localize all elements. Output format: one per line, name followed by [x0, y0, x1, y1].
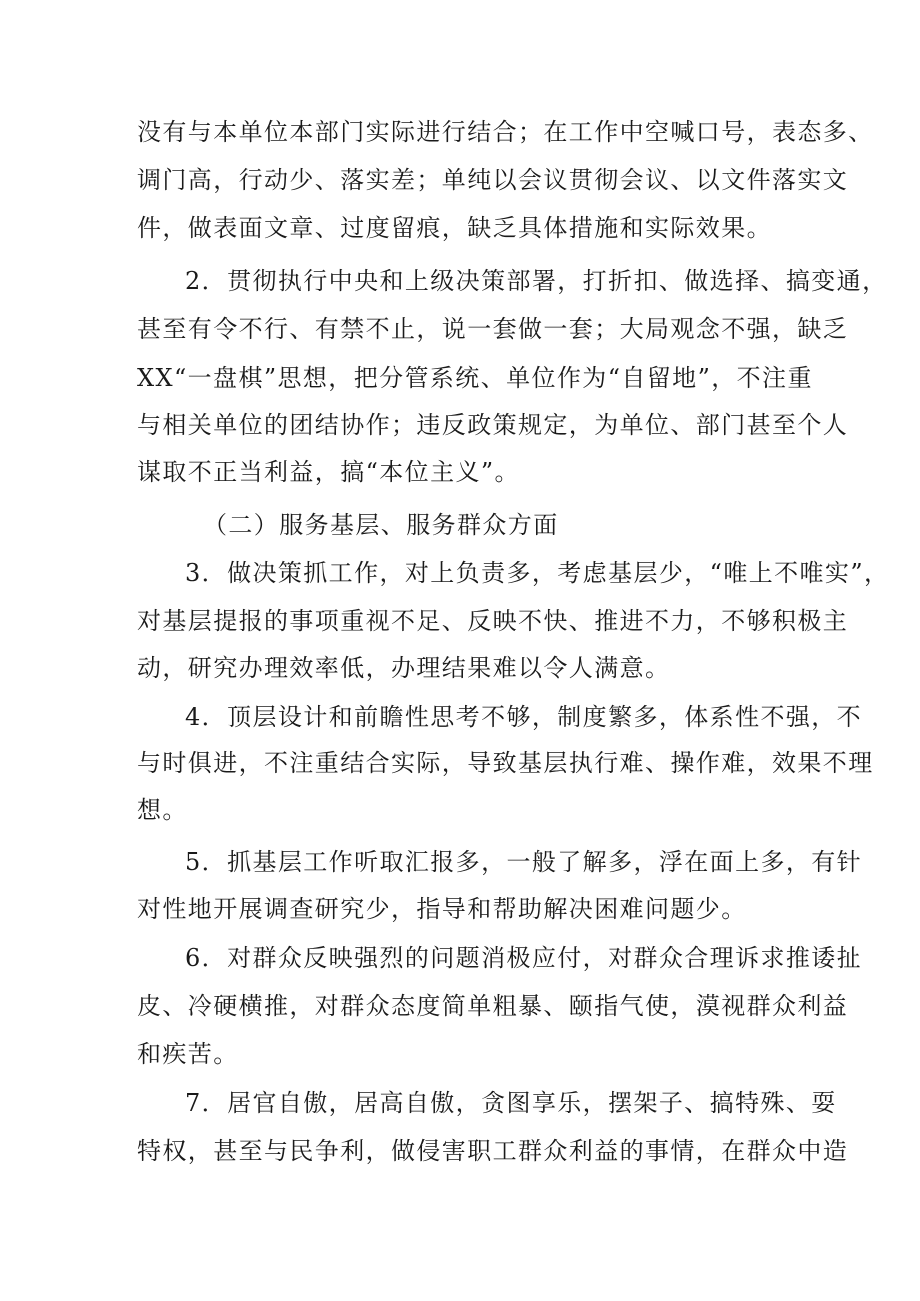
text-line: XX“一盘棋”思想，把分管系统、单位作为“自留地”，不注重	[137, 364, 813, 392]
paragraph-7-start: 7．居官自傲，居高自傲，贪图享乐，摆架子、搞特殊、耍	[185, 1089, 837, 1117]
text-line: 特权，甚至与民争利，做侵害职工群众利益的事情，在群众中造	[137, 1137, 849, 1165]
text-line: 对性地开展调查研究少，指导和帮助解决困难问题少。	[137, 895, 747, 923]
text-line: 对基层提报的事项重视不足、反映不快、推进不力，不够积极主	[137, 607, 849, 635]
paragraph-4-start: 4．顶层设计和前瞻性思考不够，制度繁多，体系性不强，不	[185, 703, 863, 731]
text-line: 调门高，行动少、落实差；单纯以会议贯彻会议、以文件落实文	[137, 166, 849, 194]
text-line: 谋取不正当利益，搞“本位主义”。	[137, 458, 520, 486]
text-line: 皮、冷硬横推，对群众态度简单粗暴、颐指气使，漠视群众利益	[137, 992, 849, 1020]
text-line: 没有与本单位本部门实际进行结合；在工作中空喊口号，表态多、	[137, 118, 874, 146]
paragraph-5-start: 5．抓基层工作听取汇报多，一般了解多，浮在面上多，有针	[185, 848, 863, 876]
text-line: 与相关单位的团结协作；违反政策规定，为单位、部门甚至个人	[137, 411, 849, 439]
paragraph-3-start: 3．做决策抓工作，对上负责多，考虑基层少，“唯上不唯实”，	[185, 559, 890, 587]
text-line: 动，研究办理效率低，办理结果难以令人满意。	[137, 654, 671, 682]
text-line: 甚至有令不行、有禁不止，说一套做一套；大局观念不强，缺乏	[137, 315, 849, 343]
section-heading: （二）服务基层、服务群众方面	[203, 511, 559, 539]
text-line: 和疾苦。	[137, 1040, 239, 1068]
paragraph-2-start: 2．贯彻执行中央和上级决策部署，打折扣、做选择、搞变通，	[185, 267, 888, 295]
text-line: 件，做表面文章、过度留痕，缺乏具体措施和实际效果。	[137, 214, 772, 242]
text-line: 与时俱进，不注重结合实际，导致基层执行难、操作难，效果不理	[137, 749, 874, 777]
paragraph-6-start: 6．对群众反映强烈的问题消极应付，对群众合理诉求推诿扯	[185, 944, 863, 972]
text-line: 想。	[137, 796, 188, 824]
